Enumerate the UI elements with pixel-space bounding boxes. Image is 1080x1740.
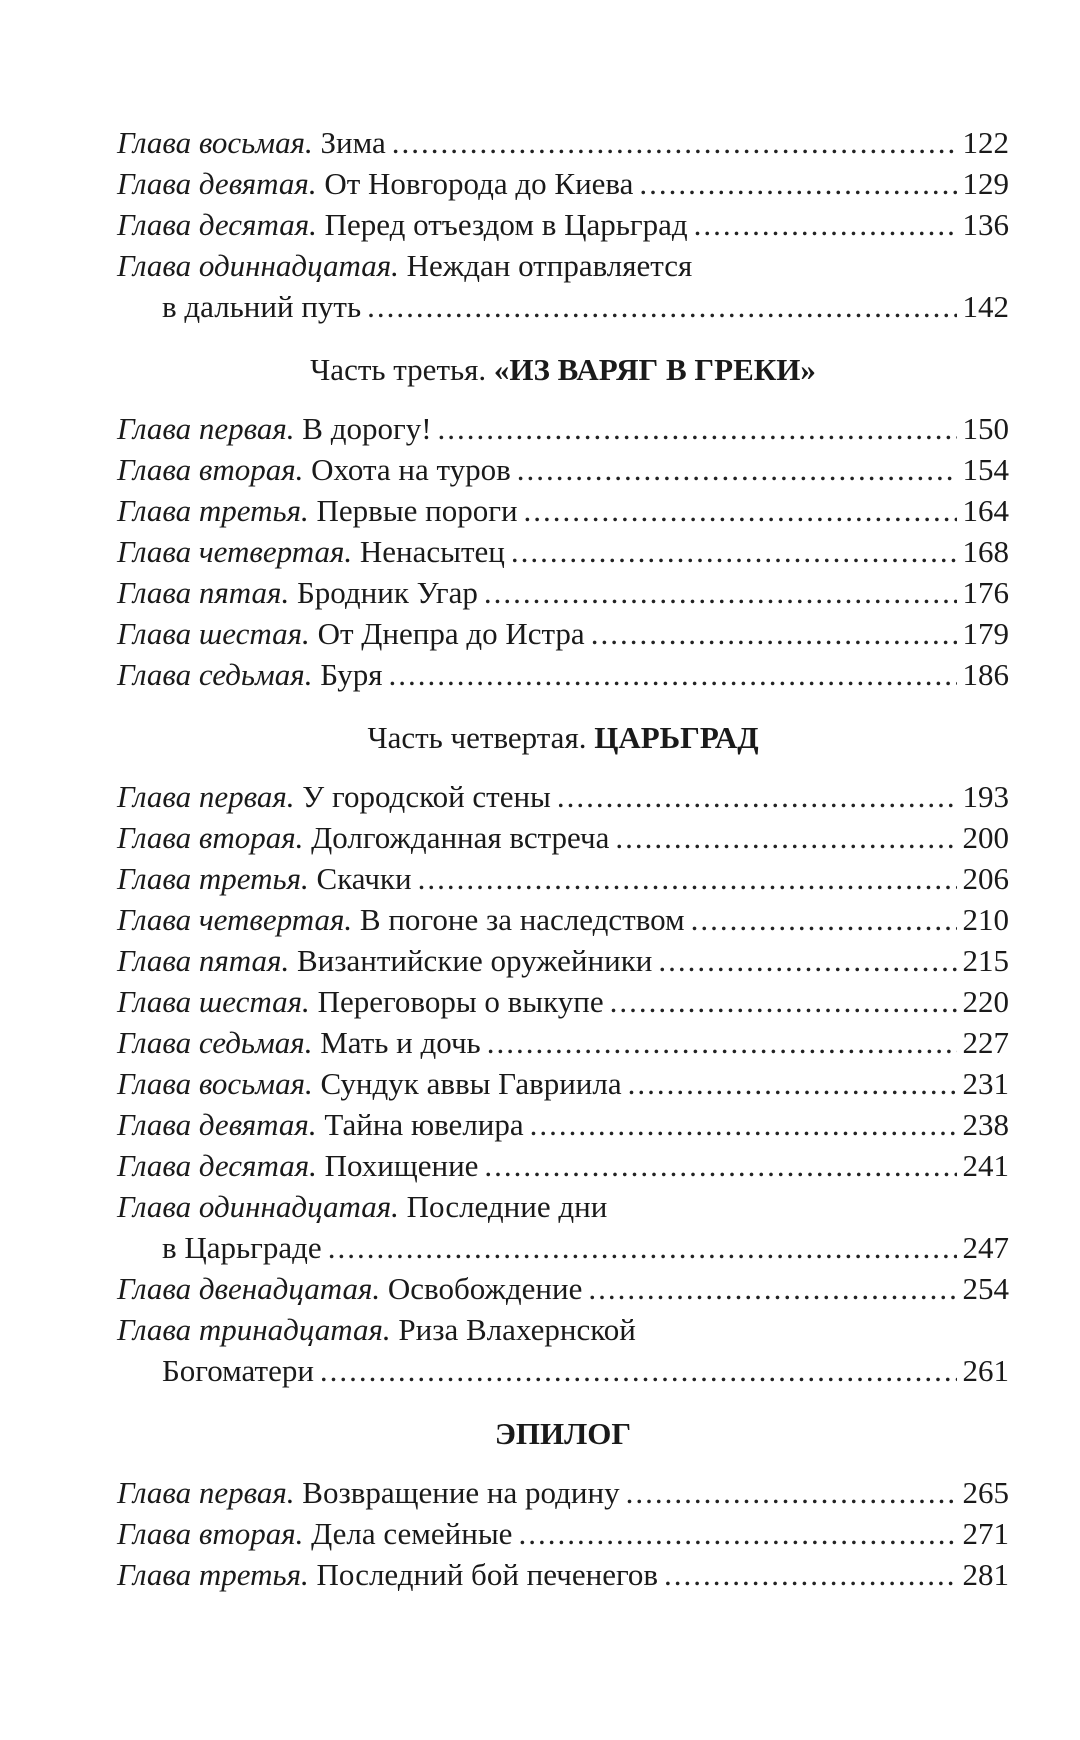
leader-dots xyxy=(691,899,957,940)
chapter-number: Глава восьмая. xyxy=(117,125,313,160)
page-number: 129 xyxy=(962,166,1009,201)
epilog-heading: ЭПИЛОГ xyxy=(494,1416,632,1451)
leader-dots xyxy=(517,449,957,490)
chapter-title: Охота на туров xyxy=(303,452,511,487)
page-number: 254 xyxy=(962,1271,1009,1306)
toc-entry xyxy=(117,1186,1009,1227)
chapter-number: Глава одиннадцатая. xyxy=(117,1189,399,1224)
chapter-number: Глава четвертая. xyxy=(117,902,353,937)
leader-dots xyxy=(557,776,957,817)
part-heading xyxy=(117,717,1009,758)
leader-dots xyxy=(591,613,957,654)
page-number: 271 xyxy=(962,1516,1009,1551)
chapter-title: Перед отъездом в Царьград xyxy=(316,207,688,242)
toc-entry xyxy=(117,449,1009,490)
toc-entry xyxy=(117,1268,1009,1309)
chapter-number: Глава девятая. xyxy=(117,166,317,201)
page-number: 215 xyxy=(962,943,1009,978)
toc-entry xyxy=(117,122,1009,163)
leader-dots xyxy=(389,654,957,695)
toc-entry xyxy=(117,1309,1009,1350)
chapter-number: Глава первая. xyxy=(117,1475,295,1510)
page-number: 122 xyxy=(962,125,1009,160)
page-number: 193 xyxy=(962,779,1009,814)
leader-dots xyxy=(615,817,956,858)
leader-dots xyxy=(367,286,956,327)
leader-dots xyxy=(487,1022,957,1063)
chapter-title: Зима xyxy=(312,125,386,160)
leader-dots xyxy=(518,1513,956,1554)
chapter-title-continued: в дальний путь xyxy=(162,289,362,324)
toc-entry xyxy=(117,858,1009,899)
leader-dots xyxy=(328,1227,957,1268)
chapter-title: Бродник Угар xyxy=(289,575,478,610)
chapter-number: Глава первая. xyxy=(117,411,295,446)
leader-dots xyxy=(530,1104,957,1145)
page-number: 150 xyxy=(962,411,1009,446)
chapter-title: Мать и дочь xyxy=(312,1025,481,1060)
chapter-number: Глава вторая. xyxy=(117,1516,304,1551)
toc-entry xyxy=(117,204,1009,245)
toc-entry-continuation xyxy=(117,1227,1009,1268)
toc-entry xyxy=(117,1104,1009,1145)
toc-entry xyxy=(117,572,1009,613)
chapter-number: Глава тринадцатая. xyxy=(117,1312,391,1347)
chapter-title: Последний бой печенегов xyxy=(308,1557,659,1592)
chapter-number: Глава пятая. xyxy=(117,575,290,610)
toc-entry xyxy=(117,163,1009,204)
toc-entry xyxy=(117,490,1009,531)
toc-entry xyxy=(117,817,1009,858)
toc-entry-continuation xyxy=(117,1350,1009,1391)
chapter-number: Глава шестая. xyxy=(117,616,310,651)
chapter-number: Глава вторая. xyxy=(117,820,304,855)
page-number: 186 xyxy=(962,657,1009,692)
table-of-contents xyxy=(117,122,1009,1595)
chapter-title: Освобождение xyxy=(380,1271,583,1306)
page-number: 231 xyxy=(962,1066,1009,1101)
leader-dots xyxy=(438,408,957,449)
chapter-number: Глава шестая. xyxy=(117,984,310,1019)
toc-entry xyxy=(117,1145,1009,1186)
page-number: 220 xyxy=(962,984,1009,1019)
page-number: 164 xyxy=(962,493,1009,528)
chapter-number: Глава третья. xyxy=(117,1557,309,1592)
chapter-title: Переговоры о выкупе xyxy=(309,984,604,1019)
chapter-title: Долгожданная встреча xyxy=(303,820,610,855)
toc-entry xyxy=(117,1063,1009,1104)
chapter-title: Возвращение на родину xyxy=(294,1475,620,1510)
leader-dots xyxy=(418,858,957,899)
leader-dots xyxy=(628,1063,957,1104)
toc-entry xyxy=(117,613,1009,654)
chapter-number: Глава десятая. xyxy=(117,207,317,242)
chapter-number: Глава третья. xyxy=(117,861,309,896)
page-number: 142 xyxy=(962,289,1009,324)
toc-entry xyxy=(117,245,1009,286)
toc-entry xyxy=(117,899,1009,940)
toc-entry xyxy=(117,1022,1009,1063)
page-number: 136 xyxy=(962,207,1009,242)
chapter-number: Глава девятая. xyxy=(117,1107,317,1142)
chapter-number: Глава первая. xyxy=(117,779,295,814)
leader-dots xyxy=(524,490,957,531)
leader-dots xyxy=(484,572,957,613)
chapter-title: Первые пороги xyxy=(308,493,518,528)
toc-entry xyxy=(117,1513,1009,1554)
page-number: 154 xyxy=(962,452,1009,487)
page-number: 200 xyxy=(962,820,1009,855)
page-number: 261 xyxy=(962,1353,1009,1388)
leader-dots xyxy=(626,1472,957,1513)
chapter-title: Ненасытец xyxy=(352,534,505,569)
page-number: 281 xyxy=(962,1557,1009,1592)
leader-dots xyxy=(392,122,957,163)
page-number: 247 xyxy=(962,1230,1009,1265)
leader-dots xyxy=(664,1554,956,1595)
page-number: 176 xyxy=(962,575,1009,610)
page-number: 179 xyxy=(962,616,1009,651)
chapter-title: У городской стены xyxy=(294,779,551,814)
part-heading xyxy=(117,349,1009,390)
chapter-title-continued: Богоматери xyxy=(162,1353,314,1388)
part-prefix: Часть третья. xyxy=(310,352,487,387)
leader-dots xyxy=(320,1350,957,1391)
page-number: 241 xyxy=(962,1148,1009,1183)
chapter-title: В дорогу! xyxy=(294,411,432,446)
leader-dots xyxy=(588,1268,956,1309)
page-number: 168 xyxy=(962,534,1009,569)
part-prefix: Часть четвертая. xyxy=(367,720,587,755)
chapter-title: Дела семейные xyxy=(303,1516,513,1551)
chapter-title: Неждан отправляется xyxy=(398,248,693,283)
toc-entry xyxy=(117,1554,1009,1595)
page-number: 265 xyxy=(962,1475,1009,1510)
chapter-title: В погоне за наследством xyxy=(352,902,685,937)
page-number: 227 xyxy=(962,1025,1009,1060)
chapter-number: Глава вторая. xyxy=(117,452,304,487)
toc-entry xyxy=(117,981,1009,1022)
part-title: «ИЗ ВАРЯГ В ГРЕКИ» xyxy=(493,352,816,387)
chapter-title: От Новгорода до Киева xyxy=(316,166,634,201)
chapter-title: Византийские оружейники xyxy=(289,943,653,978)
chapter-title-continued: в Царьграде xyxy=(162,1230,322,1265)
chapter-title: От Днепра до Истра xyxy=(309,616,585,651)
page-number: 238 xyxy=(962,1107,1009,1142)
chapter-number: Глава четвертая. xyxy=(117,534,353,569)
chapter-title: Скачки xyxy=(308,861,412,896)
page-number: 206 xyxy=(962,861,1009,896)
leader-dots xyxy=(639,163,956,204)
part-title: ЦАРЬГРАД xyxy=(594,720,759,755)
leader-dots xyxy=(511,531,957,572)
chapter-title: Риза Влахернской xyxy=(390,1312,636,1347)
chapter-title: Буря xyxy=(312,657,383,692)
leader-dots xyxy=(694,204,957,245)
chapter-number: Глава восьмая. xyxy=(117,1066,313,1101)
toc-entry xyxy=(117,408,1009,449)
toc-entry xyxy=(117,1472,1009,1513)
toc-entry xyxy=(117,654,1009,695)
chapter-title: Похищение xyxy=(316,1148,479,1183)
chapter-title: Сундук аввы Гавриила xyxy=(312,1066,622,1101)
toc-entry xyxy=(117,531,1009,572)
chapter-number: Глава третья. xyxy=(117,493,309,528)
toc-entry xyxy=(117,940,1009,981)
chapter-number: Глава двенадцатая. xyxy=(117,1271,381,1306)
chapter-number: Глава одиннадцатая. xyxy=(117,248,399,283)
toc-entry-continuation xyxy=(117,286,1009,327)
chapter-title: Последние дни xyxy=(398,1189,608,1224)
leader-dots xyxy=(658,940,956,981)
chapter-number: Глава пятая. xyxy=(117,943,290,978)
chapter-number: Глава седьмая. xyxy=(117,657,313,692)
chapter-title: Тайна ювелира xyxy=(316,1107,524,1142)
leader-dots xyxy=(610,981,957,1022)
chapter-number: Глава десятая. xyxy=(117,1148,317,1183)
toc-entry xyxy=(117,776,1009,817)
leader-dots xyxy=(484,1145,956,1186)
page-number: 210 xyxy=(962,902,1009,937)
chapter-number: Глава седьмая. xyxy=(117,1025,313,1060)
